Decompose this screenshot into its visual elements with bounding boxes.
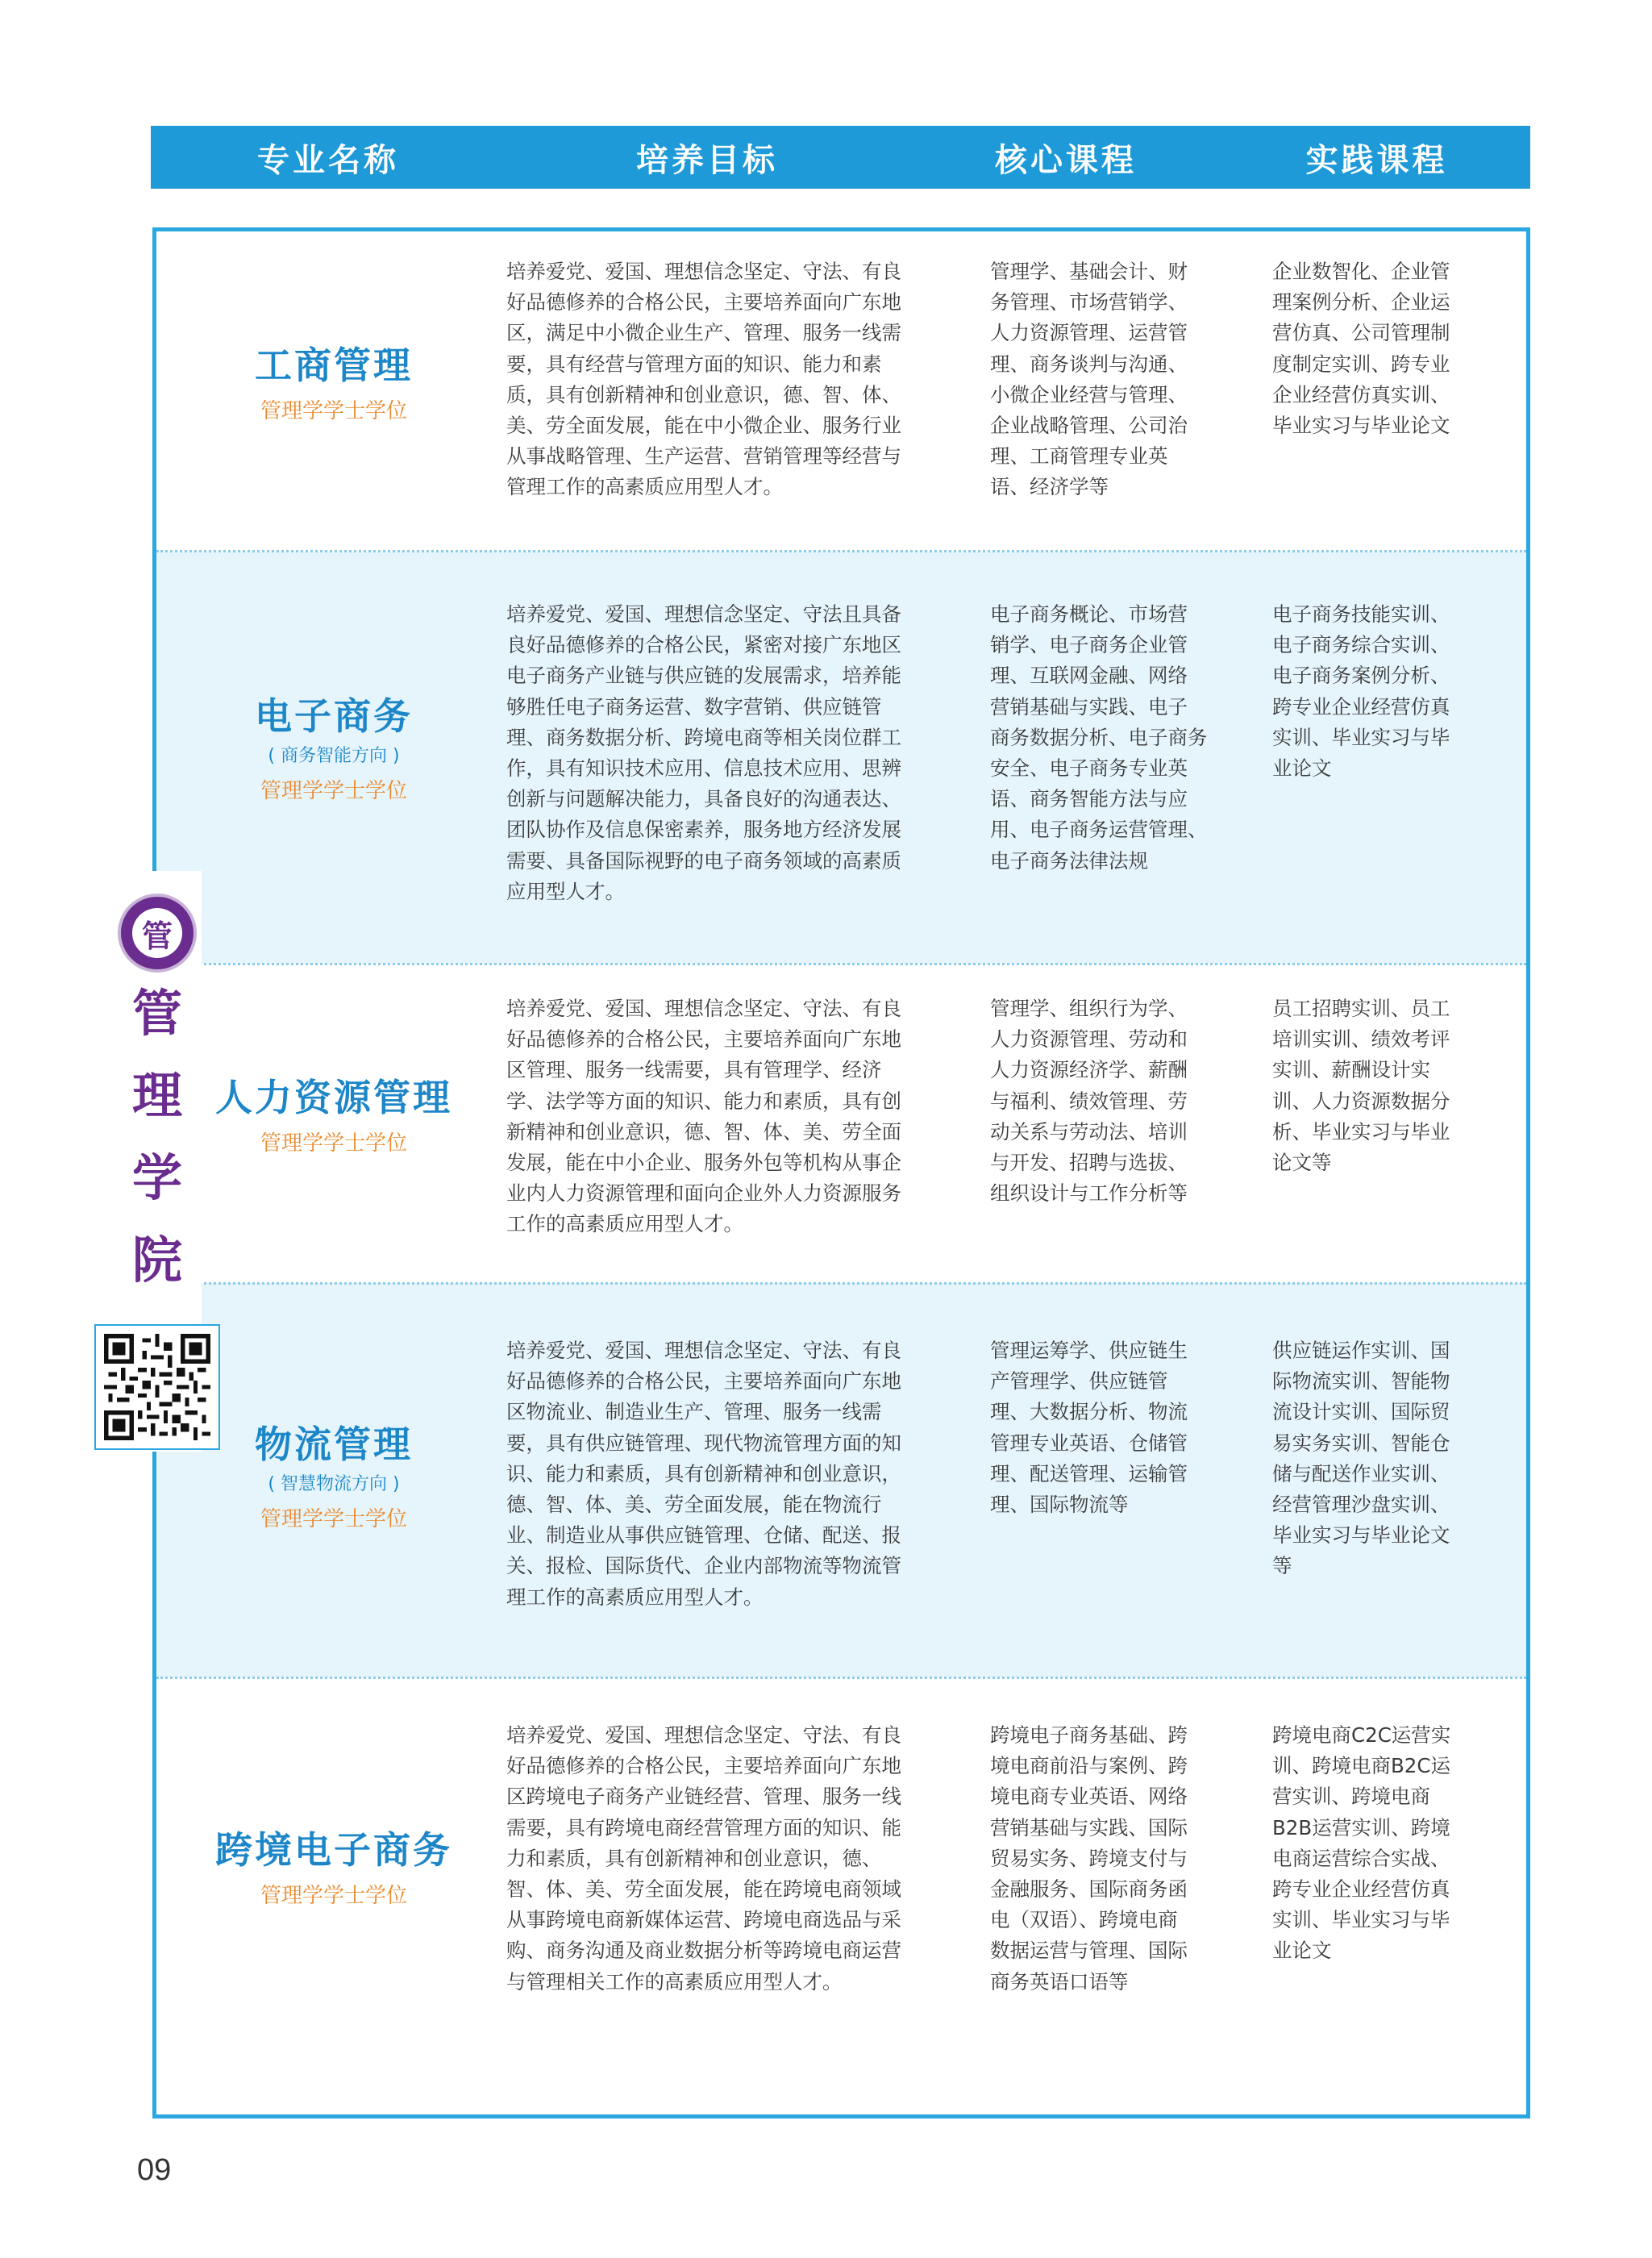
text-line: 销学、电子商务企业管	[990, 633, 1188, 657]
text-line: 流设计实训、国际贸	[1272, 1400, 1450, 1424]
text-line: 从事战略管理、生产运营、营销管理等经营与	[506, 444, 901, 469]
table-row	[156, 1335, 1526, 1674]
text-line: 理、国际物流等	[990, 1493, 1129, 1517]
text-line: 跨专业企业经营仿真	[1272, 694, 1450, 719]
text-line: 企业经营仿真实训、	[1272, 382, 1450, 406]
text-line: 跨境电子商务基础、跨	[990, 1723, 1188, 1747]
text-line: 区跨境电子商务产业链经营、管理、服务一线	[506, 1785, 901, 1809]
text-line: 电子商务概论、市场营	[990, 602, 1188, 626]
text-line: 创新与问题解决能力，具备良好的沟通表达、	[506, 787, 901, 811]
text-line: 工作的高素质应用型人才。	[506, 1212, 743, 1236]
text-line: 电子商务综合实训、	[1272, 633, 1450, 657]
college-emblem-mark: 管	[132, 908, 182, 958]
practice-courses	[1272, 599, 1522, 784]
text-line: 论文等	[1272, 1151, 1332, 1175]
text-line: 经营管理沙盘实训、	[1272, 1493, 1450, 1517]
text-line: 理、配送管理、运输管	[990, 1461, 1188, 1485]
text-line: 实训、毕业实习与毕	[1272, 725, 1450, 749]
major-name: 跨境电子商务	[215, 1828, 452, 1872]
text-line: 毕业实习与毕业论文	[1272, 414, 1450, 438]
practice-courses	[1272, 1720, 1522, 1967]
major-cell	[156, 1073, 511, 1160]
text-line: 语、经济学等	[990, 475, 1109, 499]
text-line: 关、报检、国际货代、企业内部物流等物流管	[506, 1554, 901, 1578]
college-char: 学	[131, 1148, 182, 1207]
page-number: 09	[137, 2153, 172, 2187]
text-line: 管理工作的高素质应用型人才。	[506, 475, 783, 499]
text-line: 管理专业英语、仓储管	[990, 1431, 1188, 1455]
text-line: 培养爱党、爱国、理想信念坚定、守法、有良	[506, 260, 901, 283]
text-line: 质，具有创新精神和创业意识，德、智、体、	[506, 382, 901, 406]
goal-text	[506, 1335, 948, 1613]
major-direction: ( 商务智能方向 )	[268, 746, 400, 766]
text-line: 要，具有供应链管理、现代物流管理方面的知	[506, 1431, 901, 1455]
text-line: 理、商务谈判与沟通、	[990, 352, 1188, 376]
text-line: 营销基础与实践、电子	[990, 694, 1188, 719]
text-line: 管理学、基础会计、财	[990, 260, 1188, 283]
text-line: 人力资源经济学、薪酬	[990, 1058, 1188, 1082]
text-line: 业内人力资源管理和面向企业外人力资源服务	[506, 1181, 901, 1206]
text-line: 力和素质，具有创新精神和创业意识，德、	[506, 1846, 882, 1870]
practice-courses	[1272, 994, 1522, 1178]
practice-courses	[1272, 256, 1522, 441]
text-line: 作，具有知识技术应用、信息技术应用、思辨	[506, 756, 901, 781]
text-line: 电（双语）、跨境电商	[990, 1908, 1178, 1932]
major-degree: 管理学学士学位	[260, 1507, 407, 1531]
text-line: 训、人力资源数据分	[1272, 1089, 1450, 1113]
text-line: 人力资源管理、劳动和	[990, 1027, 1188, 1052]
goal-text	[506, 994, 948, 1240]
major-cell	[156, 691, 511, 807]
text-line: 企业战略管理、公司治	[990, 414, 1188, 438]
major-degree: 管理学学士学位	[260, 779, 407, 803]
text-line: 要，具有经营与管理方面的知识、能力和素	[506, 352, 882, 376]
text-line: 员工招聘实训、员工	[1272, 997, 1450, 1020]
major-direction: ( 智慧物流方向 )	[268, 1474, 400, 1494]
major-degree: 管理学学士学位	[260, 1131, 407, 1156]
text-line: 电子商务产业链与供应链的发展需求，培养能	[506, 664, 901, 688]
text-line: 好品德修养的合格公民，主要培养面向广东地	[506, 1754, 901, 1778]
core-courses	[990, 994, 1234, 1209]
table-row	[156, 994, 1526, 1281]
text-line: 良好品德修养的合格公民，紧密对接广东地区	[506, 633, 901, 657]
core-courses	[990, 1720, 1234, 1998]
goal-text	[506, 1720, 948, 1998]
core-courses	[990, 599, 1234, 877]
text-line: 从事跨境电商新媒体运营、跨境电商选品与采	[506, 1908, 901, 1932]
text-line: 德、智、体、美、劳全面发展，能在物流行	[506, 1493, 882, 1517]
text-line: B2B运营实训、跨境	[1272, 1815, 1450, 1839]
qr-code	[94, 1324, 220, 1450]
text-line: 区物流业、制造业生产、管理、服务一线需	[506, 1400, 882, 1424]
major-cell	[156, 340, 511, 427]
text-line: 与管理相关工作的高素质应用型人才。	[506, 1969, 843, 1993]
text-line: 实训、薪酬设计实	[1272, 1058, 1430, 1082]
text-line: 贸易实务、跨境支付与	[990, 1846, 1188, 1870]
text-line: 理、互联网金融、网络	[990, 664, 1188, 688]
text-line: 动关系与劳动法、培训	[990, 1119, 1188, 1144]
text-line: 业论文	[1272, 756, 1332, 781]
goal-text	[506, 256, 948, 503]
text-line: 与福利、绩效管理、劳	[990, 1089, 1188, 1113]
text-line: 营仿真、公司管理制	[1272, 321, 1450, 345]
major-name: 电子商务	[255, 694, 413, 738]
text-line: 安全、电子商务专业英	[990, 756, 1188, 781]
text-line: 培训实训、绩效考评	[1272, 1027, 1450, 1052]
text-line: 训、跨境电商B2C运	[1272, 1754, 1451, 1778]
text-line: 好品德修养的合格公民，主要培养面向广东地	[506, 290, 901, 315]
text-line: 购、商务沟通及商业数据分析等跨境电商运营	[506, 1939, 901, 1963]
qr-code-icon	[104, 1334, 210, 1440]
goal-text	[506, 599, 948, 907]
text-line: 业论文	[1272, 1939, 1332, 1963]
text-line: 供应链运作实训、国	[1272, 1339, 1450, 1362]
text-line: 新精神和创业意识，德、智、体、美、劳全面	[506, 1119, 901, 1144]
text-line: 商务英语口语等	[990, 1969, 1129, 1993]
text-line: 等	[1272, 1554, 1292, 1578]
text-line: 理案例分析、企业运	[1272, 290, 1450, 315]
text-line: 电子商务技能实训、	[1272, 602, 1450, 626]
text-line: 易实务实训、智能仓	[1272, 1431, 1450, 1455]
text-line: 语、商务智能方法与应	[990, 787, 1188, 811]
text-line: 度制定实训、跨专业	[1272, 352, 1450, 376]
text-line: 团队协作及信息保密素养，服务地方经济发展	[506, 818, 901, 842]
major-cell	[156, 1825, 511, 1912]
text-line: 理、商务数据分析、跨境电商等相关岗位群工	[506, 725, 901, 749]
core-courses	[990, 1335, 1234, 1520]
text-line: 数据运营与管理、国际	[990, 1939, 1188, 1963]
text-line: 识、能力和素质，具有创新精神和创业意识，	[506, 1461, 901, 1485]
practice-courses	[1272, 1335, 1522, 1582]
text-line: 储与配送作业实训、	[1272, 1461, 1450, 1485]
header-core: 核心课程	[995, 141, 1137, 179]
text-line: 小微企业经营与管理、	[990, 382, 1188, 406]
text-line: 好品德修养的合格公民，主要培养面向广东地	[506, 1027, 901, 1052]
college-char: 院	[131, 1231, 182, 1289]
text-line: 境电商专业英语、网络	[990, 1785, 1188, 1809]
text-line: 电商运营综合实战、	[1272, 1846, 1450, 1870]
table-row	[156, 599, 1526, 960]
college-char: 理	[131, 1066, 182, 1125]
text-line: 智、体、美、劳全面发展，能在跨境电商领域	[506, 1877, 901, 1902]
text-line: 与开发、招聘与选拔、	[990, 1151, 1188, 1175]
header-major: 专业名称	[257, 141, 399, 179]
major-name: 物流管理	[255, 1423, 413, 1466]
header-practice: 实践课程	[1305, 141, 1448, 179]
text-line: 好品德修养的合格公民，主要培养面向广东地	[506, 1369, 901, 1394]
major-name: 工商管理	[255, 344, 413, 387]
text-line: 人力资源管理、运营管	[990, 321, 1188, 345]
text-line: 电子商务法律法规	[990, 848, 1148, 873]
table-header	[151, 126, 1530, 189]
text-line: 际物流实训、智能物	[1272, 1369, 1450, 1394]
text-line: 产管理学、供应链管	[990, 1369, 1168, 1394]
text-line: 理、大数据分析、物流	[990, 1400, 1188, 1424]
major-degree: 管理学学士学位	[260, 1884, 407, 1908]
college-emblem-icon	[118, 894, 197, 973]
text-line: 管理学、组织行为学、	[990, 997, 1188, 1020]
text-line: 电子商务案例分析、	[1272, 664, 1450, 688]
text-line: 够胜任电子商务运营、数字营销、供应链管	[506, 694, 882, 719]
text-line: 管理运筹学、供应链生	[990, 1339, 1188, 1362]
text-line: 理工作的高素质应用型人才。	[506, 1585, 764, 1609]
core-courses	[990, 256, 1234, 503]
text-line: 学、法学等方面的知识、能力和素质，具有创	[506, 1089, 901, 1113]
text-line: 实训、毕业实习与毕	[1272, 1908, 1450, 1932]
text-line: 跨境电商C2C运营实	[1272, 1723, 1451, 1747]
text-line: 理、工商管理专业英	[990, 444, 1168, 469]
text-line: 组织设计与工作分析等	[990, 1181, 1188, 1206]
text-line: 区管理、服务一线需要，具有管理学、经济	[506, 1058, 882, 1082]
text-line: 培养爱党、爱国、理想信念坚定、守法、有良	[506, 997, 901, 1020]
text-line: 析、毕业实习与毕业	[1272, 1119, 1450, 1144]
text-line: 美、劳全面发展，能在中小微企业、服务行业	[506, 414, 901, 438]
text-line: 企业数智化、企业管	[1272, 260, 1450, 283]
text-line: 商务数据分析、电子商务	[990, 725, 1208, 749]
text-line: 需要，具有跨境电商经营管理方面的知识、能	[506, 1815, 901, 1839]
text-line: 区，满足中小微企业生产、管理、服务一线需	[506, 321, 901, 345]
text-line: 营销基础与实践、国际	[990, 1815, 1188, 1839]
text-line: 营实训、跨境电商	[1272, 1785, 1430, 1809]
text-line: 业、制造业从事供应链管理、仓储、配送、报	[506, 1523, 901, 1548]
major-degree: 管理学学士学位	[260, 399, 407, 423]
college-char: 管	[131, 984, 182, 1043]
text-line: 发展，能在中小企业、服务外包等机构从事企	[506, 1151, 901, 1175]
text-line: 跨专业企业经营仿真	[1272, 1877, 1450, 1902]
header-goal: 培养目标	[636, 141, 778, 179]
text-line: 培养爱党、爱国、理想信念坚定、守法且具备	[506, 602, 901, 626]
text-line: 境电商前沿与案例、跨	[990, 1754, 1188, 1778]
text-line: 务管理、市场营销学、	[990, 290, 1188, 315]
text-line: 毕业实习与毕业论文	[1272, 1523, 1450, 1548]
table-row	[156, 1720, 1526, 2099]
major-name: 人力资源管理	[215, 1076, 452, 1119]
table-row	[156, 256, 1526, 550]
text-line: 培养爱党、爱国、理想信念坚定、守法、有良	[506, 1723, 901, 1747]
text-line: 用、电子商务运营管理、	[990, 818, 1208, 842]
text-line: 金融服务、国际商务函	[990, 1877, 1188, 1902]
text-line: 培养爱党、爱国、理想信念坚定、守法、有良	[506, 1339, 901, 1362]
text-line: 应用型人才。	[506, 879, 625, 903]
text-line: 需要、具备国际视野的电子商务领域的高素质	[506, 848, 901, 873]
